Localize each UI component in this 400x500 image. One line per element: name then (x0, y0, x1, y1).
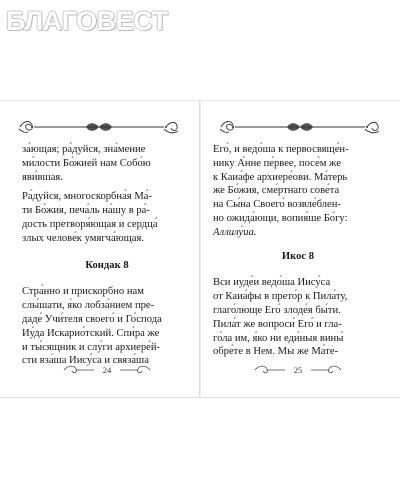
right-page-text (213, 143, 383, 359)
left-page-text (22, 143, 192, 368)
page-footer (22, 363, 192, 377)
text-line: Ра́дуйся, многоскорбна́я Ма́- (22, 191, 152, 203)
footer-ornament-right (309, 364, 343, 376)
header-ornament (217, 117, 383, 137)
text-line: сти вза́ша Иису́са и связа́ша (22, 355, 149, 367)
text-line: за́ющая; ра́дуйся, зна́мение (22, 144, 146, 155)
text-line: го́ла им, я́ко ни еди́ныя вины́ (213, 332, 344, 344)
text-line: к Каиа́фе архиере́ови. Ма́терь (213, 171, 348, 183)
text-line: яви́вшая. (22, 171, 63, 183)
text-line: Пила́т же вопроси́ Его́ и гла- (213, 318, 342, 330)
text-line: и ты́сящник и слу́ги архиере́й- (22, 341, 161, 353)
text-line: глаго́люще Его́ злоде́я бы́ти. (213, 304, 341, 316)
footer-ornament-right (118, 364, 152, 376)
footer-ornament-left (62, 364, 96, 376)
text-line: нику А́нне пе́рвее, посе́м же (213, 157, 341, 169)
text-line: же Бо́жия, сме́ртнаго сове́та (213, 185, 340, 197)
page-number: 24 (102, 365, 112, 375)
text-line: даде́ Учи́теля своего́ и Го́спода (22, 313, 162, 325)
right-page (201, 101, 400, 397)
page-footer (213, 363, 383, 377)
text-line: от Каиа́фы в прето́р к Пила́ту, (213, 291, 348, 303)
section-heading: Икос 8 (281, 250, 315, 262)
alleluia-text: Аллилу́иа. (213, 226, 257, 238)
text-line: Вси иуде́и ведо́ша Иису́са (213, 277, 331, 289)
text-line: ми́лости Бо́жией нам Собо́ю (22, 157, 151, 169)
book-spread (0, 100, 400, 398)
section-heading: Кондак 8 (85, 259, 129, 271)
site-logo: БЛАГОВЕСТ (6, 6, 168, 36)
text-line: слы́шати, я́ко лобза́нием пре- (22, 300, 155, 312)
text-line: Иу́да Искарио́тский. Спи́ра же (22, 327, 160, 339)
text-line: на Сы́на Своего́ возвле́блен- (213, 199, 341, 211)
header-ornament (16, 117, 182, 137)
page-number: 25 (293, 365, 303, 375)
text-line: Стра́нно и прискорбно нам (22, 286, 144, 298)
text-line: обре́те в Нем. Мы же Ма́те- (213, 346, 339, 358)
text-line: дость претворя́ющая и сердца́ (22, 218, 158, 230)
text-line: но ожида́ющи, вопия́ше Бо́гу: (213, 212, 348, 224)
text-line: злых челове́к умягча́ющая. (22, 232, 144, 244)
text-line: ти Бо́жия, печа́ль на́шу в ра́- (22, 205, 150, 217)
text-line: Его́, и ведо́ша к первосвяще́н- (213, 144, 349, 155)
footer-ornament-left (253, 364, 287, 376)
left-page (0, 101, 199, 397)
